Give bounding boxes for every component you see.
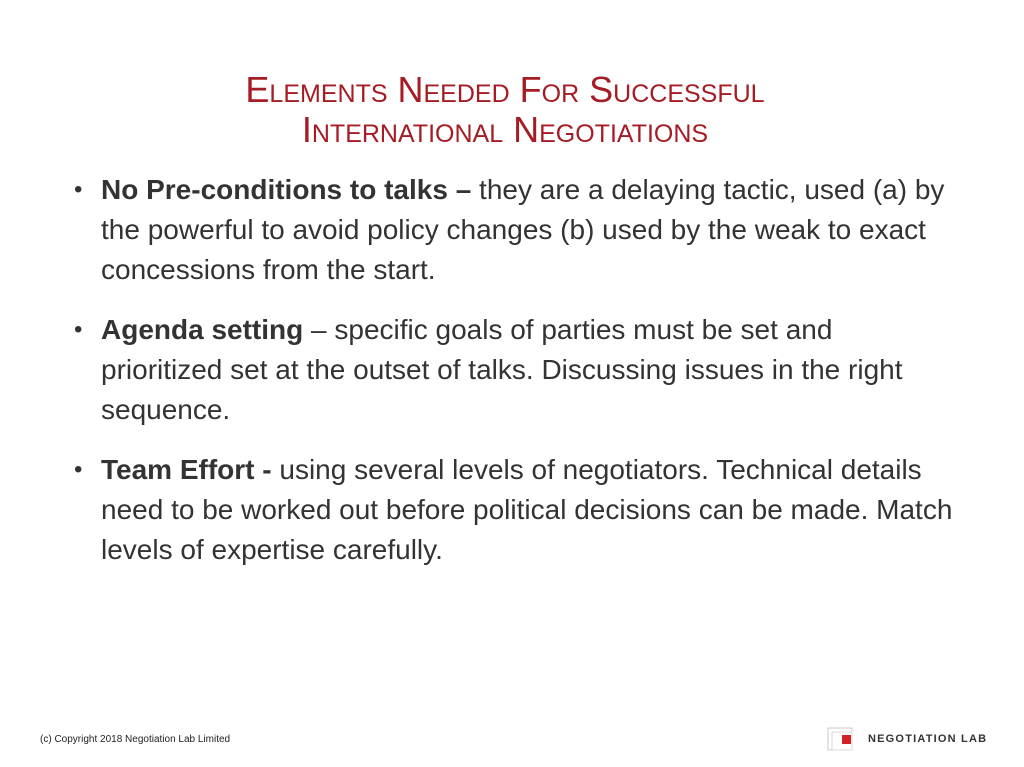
bullet-item-preconditions	[74, 170, 954, 290]
negotiation-lab-logo-icon	[826, 726, 856, 752]
logo-text: NEGOTIATION LAB	[868, 733, 988, 745]
bullet-dot: •	[74, 176, 83, 203]
copyright-notice: (c) Copyright 2018 Negotiation Lab Limited	[40, 734, 231, 745]
bullet-term: No Pre-conditions to talks –	[101, 174, 472, 205]
bullet-text: using several levels of negotiators. Technical details need to be worked out before political decisions can be made. Match levels of expertise carefully.	[101, 454, 953, 565]
bullet-item-team-effort	[74, 450, 954, 570]
bullet-dot: •	[74, 456, 83, 483]
bullet-text: they are a delaying tactic, used (a) by the powerful to avoid policy changes (b) used by the weak to exact concessions from the start.	[101, 174, 945, 285]
bullet-dot: •	[74, 316, 83, 343]
bullet-list	[74, 170, 954, 590]
slide-title	[0, 70, 1010, 150]
slide-title-line-1: Elements Needed For Successful	[245, 69, 765, 111]
bullet-term: Agenda setting	[101, 314, 304, 345]
bullet-text: – specific goals of parties must be set and prioritized set at the outset of talks. Discussing issues in the right sequence.	[101, 314, 903, 425]
negotiation-lab-logo	[826, 726, 986, 752]
bullet-item-agenda-setting	[74, 310, 954, 430]
slide-title-line-2: International Negotiations	[301, 109, 709, 151]
bullet-term: Team Effort -	[101, 454, 272, 485]
